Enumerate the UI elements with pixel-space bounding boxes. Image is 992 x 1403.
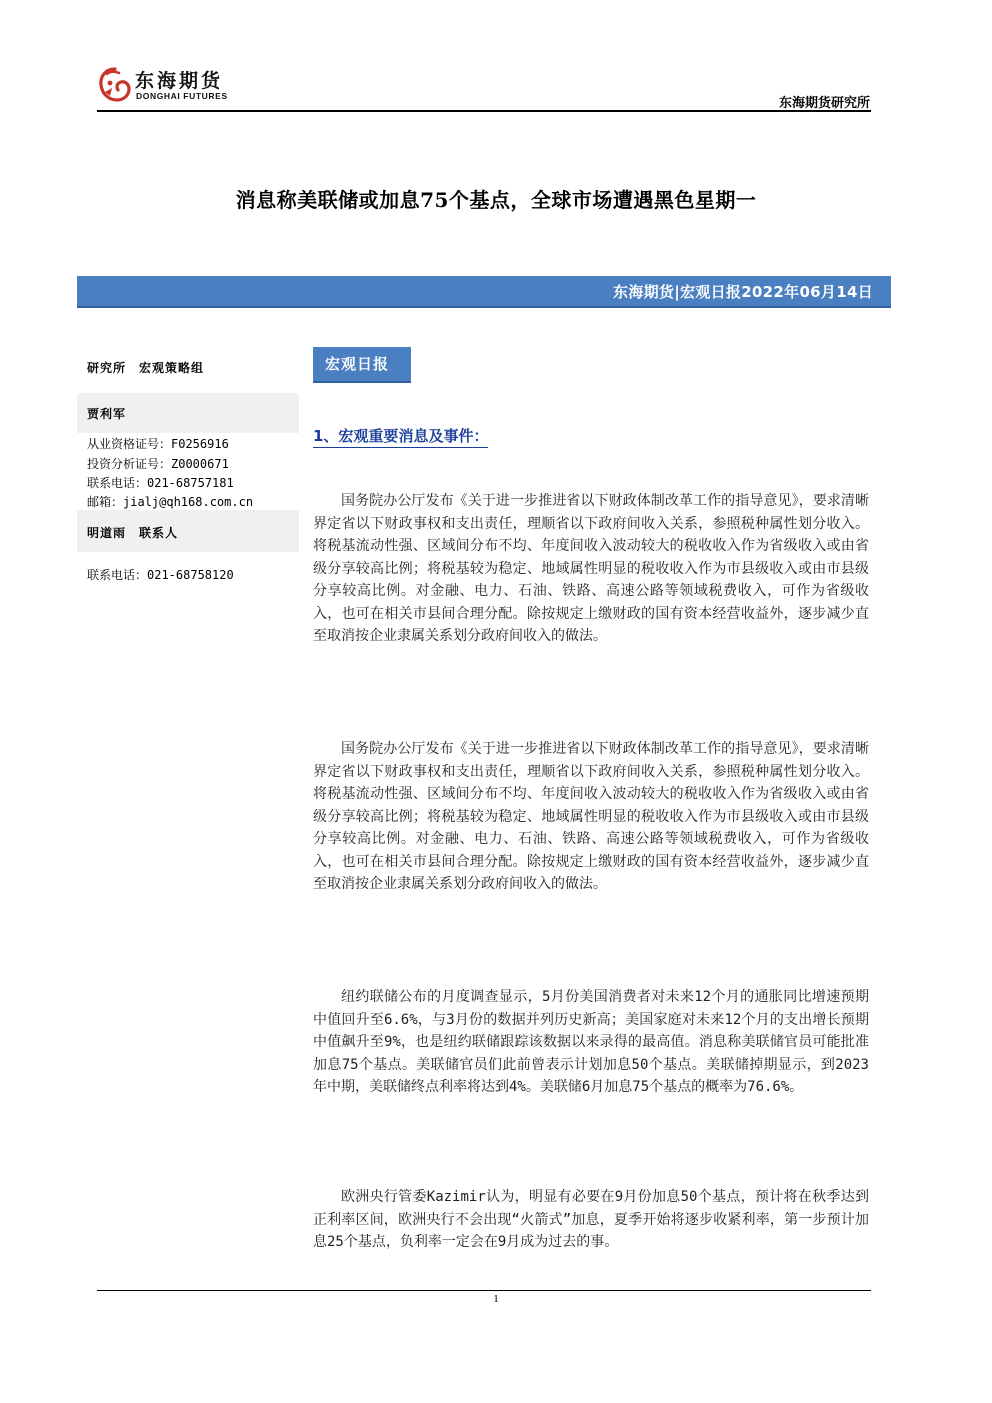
banner-text: 东海期货|宏观日报2022年06月14日 xyxy=(613,283,873,301)
report-banner xyxy=(77,276,891,308)
logo-chinese-text: 东海期货 xyxy=(135,70,224,92)
qualification-number: 从业资格证号：F0256916 xyxy=(87,437,229,451)
paragraph-text: 欧洲央行管委Kazimir认为，明显有必要在9月份加息50个基点，预计将在秋季达到正利率区间，欧洲央行不会出现“火箭式”加息，夏季开始将逐步收紧利率，第一步预计加息25个基点，负利率一定会在9月成为过去的事。 xyxy=(313,1189,869,1250)
company-logo xyxy=(97,64,237,108)
header-divider xyxy=(97,110,871,112)
contact-name-box xyxy=(77,510,299,552)
section-tag-label: 宏观日报 xyxy=(325,355,390,373)
paragraph-text: 国务院办公厅发布《关于进一步推进省以下财政体制改革工作的指导意见》，要求清晰界定省以下财政事权和支出责任，理顺省以下政府间收入关系，参照税种属性划分收入。将税基流动性强、区域间分布不均、年度间收入波动较大的税收收入作为省级收入或由省级分享较高比例；将税基较为稳定、地域属性明显的税收收入作为市县级收入或由市县级分享较高比例。对金融、电力、石油、铁路、高速公路等领域税费收入，可作为省级收入，也可在相关市县间合理分配。除按规定上缴财政的国有资本经营收益外，逐步减少直至取消按企业隶属关系划分政府间收入的做法。 xyxy=(313,741,869,892)
news-paragraph xyxy=(313,986,869,1099)
analyst-cert-number: 投资分析证号：Z0000671 xyxy=(87,457,229,471)
news-paragraph xyxy=(313,1186,869,1254)
news-paragraph xyxy=(313,738,869,896)
analyst-email[interactable]: 邮箱：jialj@qh168.com.cn xyxy=(87,495,254,509)
logo-english-text: DONGHAI FUTURES xyxy=(136,91,228,101)
analyst-phone: 联系电话：021-68757181 xyxy=(87,476,234,490)
contact-name: 明道雨 联系人 xyxy=(87,526,179,540)
institute-name: 东海期货研究所 xyxy=(778,96,870,111)
contact-phone: 联系电话：021-68758120 xyxy=(87,568,234,582)
analyst-name: 贾利军 xyxy=(87,407,127,421)
section-tag xyxy=(313,347,411,383)
news-paragraph xyxy=(313,490,869,648)
paragraph-text: 纽约联储公布的月度调查显示，5月份美国消费者对未来12个月的通胀同比增速预期中值回升至6.6%，与3月份的数据并列历史新高；美国家庭对未来12个月的支出增长预期中值飙升至9%，也是纽约联储跟踪该数据以来录得的最高值。消息称美联储官员可能批准加息75个基点。美联储官员们此前曾表示计划加息50个基点。美联储掉期显示，到2023年中期，美联储终点利率将达到4%。美联储6月加息75个基点的概率为76.6%。 xyxy=(313,989,869,1095)
footer-divider xyxy=(97,1290,871,1291)
report-title: 消息称美联储或加息75个基点，全球市场遭遇黑色星期一 xyxy=(235,188,757,212)
department-label: 研究所 宏观策略组 xyxy=(87,361,205,375)
analyst-name-box xyxy=(77,393,299,433)
paragraph-text: 国务院办公厅发布《关于进一步推进省以下财政体制改革工作的指导意见》，要求清晰界定省以下财政事权和支出责任，理顺省以下政府间收入关系，参照税种属性划分收入。将税基流动性强、区域间分布不均、年度间收入波动较大的税收收入作为省级收入或由省级分享较高比例；将税基较为稳定、地域属性明显的税收收入作为市县级收入或由市县级分享较高比例。对金融、电力、石油、铁路、高速公路等领域税费收入，可作为省级收入，也可在相关市县间合理分配。除按规定上缴财政的国有资本经营收益外，逐步减少直至取消按企业隶属关系划分政府间收入的做法。 xyxy=(313,493,869,644)
page-number: 1 xyxy=(493,1293,499,1305)
section-heading: 1、宏观重要消息及事件： xyxy=(313,425,488,448)
dragon-logo-icon xyxy=(97,66,133,104)
